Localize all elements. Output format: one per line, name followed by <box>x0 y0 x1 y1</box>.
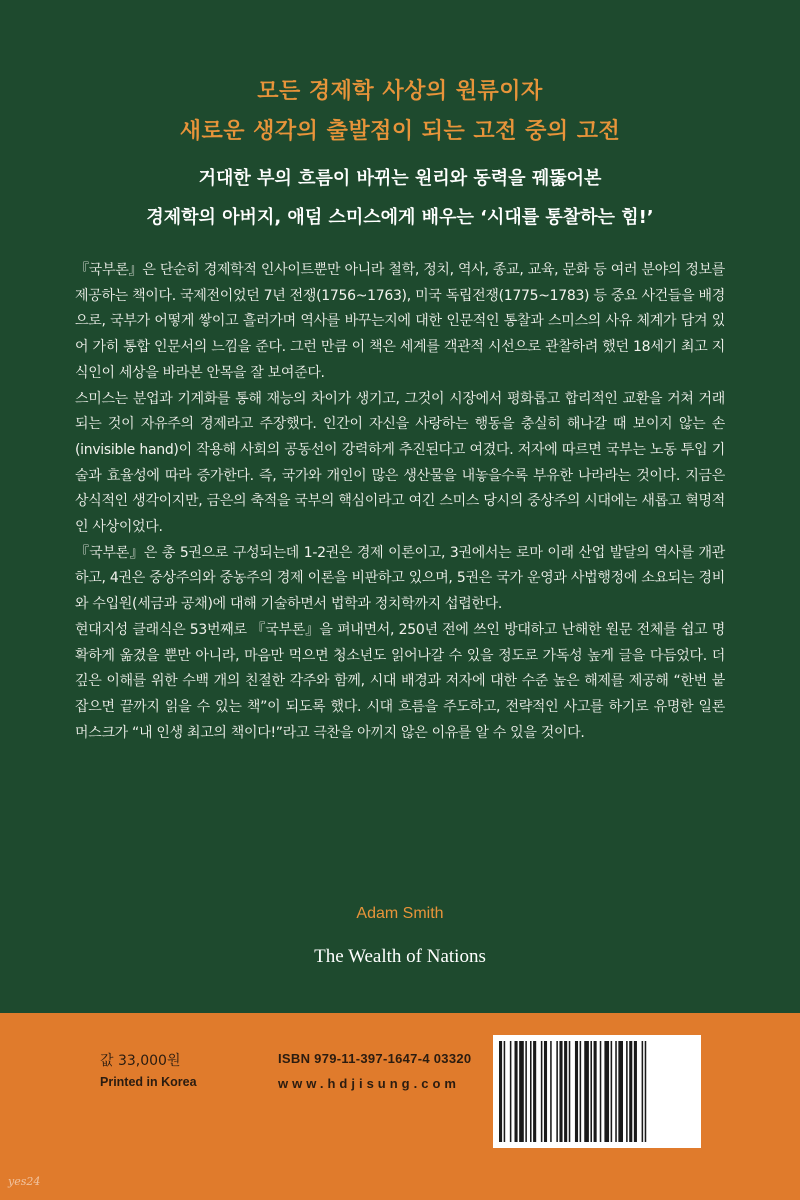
printed-in-label: Printed in Korea <box>100 1075 197 1089</box>
price-label: 값 33,000원 <box>100 1053 181 1069</box>
barcode-bar <box>594 1041 597 1142</box>
barcode-bar <box>629 1041 632 1142</box>
barcode-bar <box>556 1041 558 1142</box>
barcode-bar <box>550 1041 552 1142</box>
author-name: Adam Smith <box>356 905 444 922</box>
barcode-bar <box>569 1041 571 1142</box>
barcode-bar <box>544 1041 547 1142</box>
barcode-bar <box>559 1041 562 1142</box>
barcode-bar <box>584 1041 589 1142</box>
publisher-website: www.hdjisung.com <box>278 1076 460 1091</box>
barcode-bar <box>604 1041 609 1142</box>
barcode-bar <box>590 1041 592 1142</box>
description-paragraph: 『국부론』은 총 5권으로 구성되는데 1-2권은 경제 이론이고, 3권에서는 로마 이래 산업 발달의 역사를 개관하고, 4권은 중상주의와 중농주의 경제 이론을 비판하고 있으며, 5권은 국가 운영과 사법행정에 소요되는 경비와 수입원(세금과 공채)에 대해 기술하면서 법학과 정치학까지 섭렵한다. <box>75 544 725 613</box>
barcode-bar <box>618 1041 623 1142</box>
description-body <box>75 258 725 746</box>
barcode-bar <box>530 1041 532 1142</box>
barcode-bar <box>626 1041 628 1142</box>
barcode-bar <box>575 1041 578 1142</box>
description-paragraph: 스미스는 분업과 기계화를 통해 재능의 차이가 생기고, 그것이 시장에서 평화롭고 합리적인 교환을 거쳐 거래되는 것이 자유주의 경제라고 주장했다. 인간이 자신을 사랑하는 행동을 충실히 해나갈 때 보이지 않는 손(invisible hand)이 작용해 사회의 공동선이 강력하게 추진된다고 여겼다. 저자에 따르면 국부는 노동 투입 기술과 효율성에 따라 증가한다. 즉, 국가와 개인이 많은 생산물을 내놓을수록 부유한 나라라는 것이다. 지금은 상식적인 생각이지만, 금은의 축적을 국부의 핵심이라고 여긴 스미스 당시의 중상주의 시대에는 새롭고 혁명적인 사상이었다. <box>75 390 725 536</box>
barcode-bar <box>519 1041 524 1142</box>
barcode-bar <box>533 1041 536 1142</box>
barcode-bar <box>634 1041 637 1142</box>
barcode-bar <box>515 1041 518 1142</box>
book-title: The Wealth of Nations <box>314 946 486 967</box>
headline-line-1: 모든 경제학 사상의 원류이자 <box>257 78 543 104</box>
barcode-bar <box>642 1041 644 1142</box>
subhead-line-1: 거대한 부의 흐름이 바뀌는 원리와 동력을 꿰뚫어본 <box>198 168 602 189</box>
description-paragraph: 현대지성 클래식은 53번째로 『국부론』을 펴내면서, 250년 전에 쓰인 방대하고 난해한 원문 전체를 쉽고 명확하게 옮겼을 뿐만 아니라, 마음만 먹으면 청소년도 읽어나갈 수 있을 정도로 가독성 높게 글을 다듬었다. 더 깊은 이해를 위한 수백 개의 친절한 각주와 함께, 시대 배경과 저자에 대한 수준 높은 해제를 제공해 “한번 붙잡으면 끝까지 읽을 수 있는 책”이 되도록 했다. 시대 흐름을 주도하고, 전략적인 사고를 하기로 유명한 일론 머스크가 “내 인생 최고의 책이다!”라고 극찬을 아끼지 않은 이유를 알 수 있을 것이다. <box>75 621 725 741</box>
barcode-bar <box>611 1041 613 1142</box>
isbn-label: ISBN 979-11-397-1647-4 03320 <box>278 1051 472 1066</box>
headline-line-2: 새로운 생각의 출발점이 되는 고전 중의 고전 <box>179 118 621 144</box>
isbn-barcode-icon <box>493 1035 701 1148</box>
barcode-bar <box>510 1041 512 1142</box>
watermark-logo: yes24 <box>8 1175 41 1188</box>
barcode-bar <box>645 1041 647 1142</box>
barcode-bar <box>600 1041 602 1142</box>
barcode-bar <box>525 1041 527 1142</box>
barcode-bar <box>499 1041 502 1142</box>
description-paragraph: 『국부론』은 단순히 경제학적 인사이트뿐만 아니라 철학, 정치, 역사, 종교, 교육, 문화 등 여러 분야의 정보를 제공하는 책이다. 국제전이었던 7년 전쟁(1756~1763), 미국 독립전쟁(1775~1783) 등 중요 사건들을 배경으로, 국부가 어떻게 쌓이고 흘러가며 역사를 바꾸는지에 대한 인문적인 통찰과 스미스의 사유 체계가 담겨 있어 가히 통합 인문서의 느낌을 준다. 그런 만큼 이 책은 세계를 객관적 시선으로 관찰하려 했던 18세기 최고 지식인이 세상을 바라본 안목을 잘 보여준다. <box>75 262 725 381</box>
barcode-bar <box>564 1041 567 1142</box>
barcode-bar <box>504 1041 506 1142</box>
barcode-bar <box>615 1041 617 1142</box>
barcode-bar <box>541 1041 543 1142</box>
barcode-bar <box>580 1041 582 1142</box>
subhead-line-2: 경제학의 아버지, 애덤 스미스에게 배우는 ‘시대를 통찰하는 힘!’ <box>146 207 654 228</box>
